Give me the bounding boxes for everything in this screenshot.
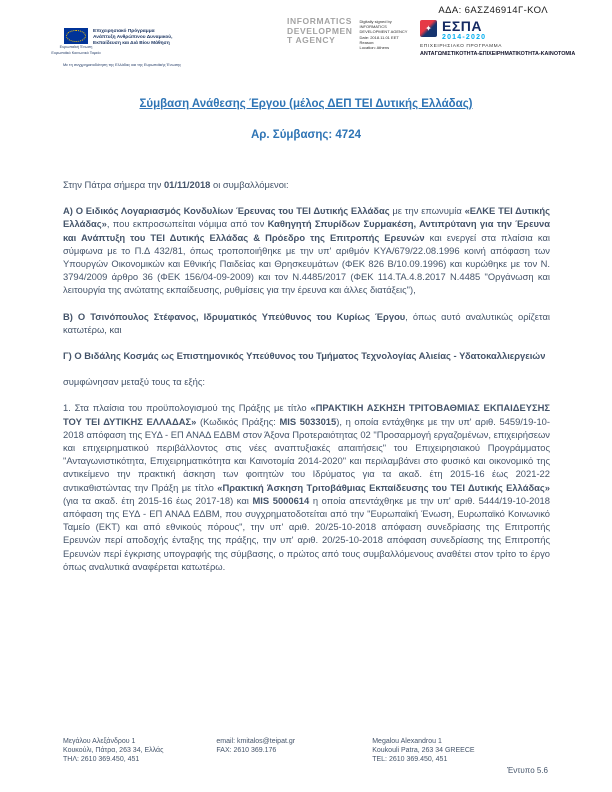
signature-agency-line: INFORMATICS — [287, 16, 352, 26]
signature-detail-line: Reason: — [359, 39, 375, 45]
eu-flag-subcaption: Ευρωπαϊκό Κοινωνικό Ταμείο — [51, 50, 101, 55]
document-title: Σύμβαση Ανάθεσης Έργου (μέλος ΔΕΠ ΤΕΙ Δυτικής Ελλάδας) — [139, 98, 473, 110]
footer-line: TEL: 2610 369.450, 451 — [372, 756, 448, 763]
text-run: ), η οποία εντάχθηκε με την υπ' αριθ. 5459/19-10-2018 απόφαση της ΕΥΔ - ΕΠ ΑΝΑΔ ΕΔΒΜ στον Άξονα Προτεραιότητας 02 "Προσαρμογή εργαζομένων, επιχειρήσεων και επιχειρηματικού περιβάλλοντος στις νέες αναπτυξιακές απαιτήσεις" του Επιχειρησιακού Προγράμματος "Ανταγωνιστικότητα, Επιχειρηματικότητα και Καινοτομία 2014-2020" και περιλαμβάνει στο φυσικό και οικονομικό της αντικείμενο την πρακτική άσκηση των φοιτητών του Ιδρύματος για τα ακαδ. έτη 2015-16 έως 2021-22 αντικαθιστώντας την Πράξη με τίτλο — [63, 415, 551, 493]
footer-line: Megalou Alexandrou 1 — [372, 738, 442, 745]
text-run: «ΕΛΚΕ ΤΕΙ Δυτικής Ελλάδας» — [63, 205, 550, 230]
paragraph — [63, 178, 550, 191]
ada-number: ΑΔΑ: 6ΑΣΖ46914Γ-ΚΟΛ — [438, 5, 548, 16]
text-run: 1. Στα πλαίσια του προϋπολογισμού της Πράξης με τίτλο — [63, 402, 311, 414]
footer-contact — [216, 737, 372, 764]
eu-program-logo — [51, 28, 238, 68]
paragraph — [63, 349, 550, 362]
paragraph — [63, 401, 550, 573]
program-title — [93, 28, 172, 46]
footer-fax: FAX: 2610 369.176 — [216, 747, 277, 754]
document-body — [63, 178, 550, 586]
signature-detail-line: DEVELOPMENT AGENCY — [359, 29, 408, 35]
footer-address-english — [372, 737, 550, 764]
digital-signature-stamp — [287, 17, 407, 50]
paragraph — [63, 204, 550, 296]
espa-emblem-icon — [420, 20, 437, 37]
signature-agency-line: T AGENCY — [287, 35, 336, 45]
footer-address-greek — [63, 737, 216, 764]
program-line: Εκπαίδευση και Διά Βίου Μάθηση — [93, 40, 170, 46]
text-run: «ΠΡΑΚΤΙΚΗ ΑΣΚΗΣΗ ΤΡΙΤΟΒΑΘΜΙΑΣ ΕΚΠΑΙΔΕΥΣΗΣ ΤΟΥ ΤΕΙ ΔΥΤΙΚΗΣ ΕΛΛΑΔΑΣ» — [63, 402, 550, 427]
footer-line: Koukouli Patra, 263 34 GREECE — [372, 747, 475, 754]
paragraph — [63, 375, 550, 388]
eu-flag-icon — [64, 28, 88, 44]
signature-details — [360, 17, 408, 50]
text-run: Β) Ο Τσινόπουλος Στέφανος, Ιδρυματικός Υπεύθυνος του Κυρίως Έργου — [63, 310, 406, 322]
text-run: (Κωδικός Πράξης: — [196, 415, 280, 427]
text-run: «Πρακτική Άσκηση Τριτοβάθμιας Εκπαίδευσης του ΤΕΙ Δυτικής Ελλάδας» — [217, 481, 550, 493]
footer-line: Μεγάλου Αλεξάνδρου 1 — [63, 738, 136, 745]
espa-period: 2014-2020 — [442, 34, 487, 41]
footer — [63, 737, 550, 764]
signature-detail-line: Date: 2018.11.01 EET — [359, 34, 399, 40]
text-run: και ενεργεί στα πλαίσια και σύμφωνα με το Π.Δ 432/81, όπως τροποποιήθηκε με την υπ' αριθμόν ΚΥΑ/679/22.08.1996 κοινή απόφαση των Υπουργών Οικονομικών και Εθνικής Παιδείας και Θρησκευμάτων (ΦΕΚ 826 Β/10.09.1996) και κυρώθηκε με τον Ν. 3794/2009 άρθρο 36 (ΦΕΚ 156/04-09-2009) και τον Ν.4485/2017 (ΦΕΚ 114.ΤΑ.4.8.2017 Ν.4485 "Οργάνωση και λειτουργία της ανώτατης εκπαίδευσης, ρυθμίσεις για την έρευνα και άλλες διατάξεις"), — [63, 231, 550, 296]
signature-agency-line: DEVELOPMEN — [287, 25, 353, 36]
text-run: συμφώνησαν μεταξύ τους τα εξής: — [63, 376, 205, 388]
text-run: με την επωνυμία — [389, 205, 465, 217]
espa-logo — [420, 20, 600, 57]
program-line: Επιχειρησιακό Πρόγραμμα — [93, 29, 155, 34]
signature-detail-line: INFORMATICS — [359, 24, 387, 30]
cofinance-note: Με τη συγχρηματοδότηση της Ελλάδας και της Ευρωπαϊκής Ένωσης — [63, 62, 182, 68]
program-line: Ανάπτυξη Ανθρώπινου Δυναμικού, — [93, 34, 173, 40]
signature-detail-line: Location: Athens — [359, 45, 390, 51]
paragraph — [63, 310, 550, 336]
footer-line: Κουκούλι, Πάτρα, 263 34, Ελλάς — [63, 747, 164, 754]
text-run: (για τα ακαδ. έτη 2015-16 έως 2017-18) και — [63, 494, 253, 506]
espa-programme-title: ΑΝΤΑΓΩΝΙΣΤΙΚΟΤΗΤΑ-ΕΠΙΧΕΙΡΗΜΑΤΙΚΟΤΗΤΑ-ΚΑΙΝΟΤΟΜΙΑ — [420, 51, 576, 57]
signature-agency-name — [287, 17, 353, 50]
eu-flag-caption: Ευρωπαϊκή Ένωση — [59, 45, 93, 49]
text-run: , όπως αυτό αναλυτικώς ορίζεται κατωτέρω, και — [63, 310, 550, 335]
text-run: Α) Ο Ειδικός Λογαριασμός Κονδυλίων Έρευνας του ΤΕΙ Δυτικής Ελλάδας — [63, 205, 390, 217]
text-run: MIS 5033015 — [279, 415, 337, 427]
text-run: , που εκπροσωπείται νόμιμα από τον — [106, 218, 268, 230]
espa-programme-label: ΕΠΙΧΕΙΡΗΣΙΑΚΟ ΠΡΟΓΡΑΜΜΑ — [420, 44, 503, 49]
text-run: Καθηγητή Σπυρίδων Συρμακέση, Αντιπρύτανη για την Έρευνα και Ανάπτυξη του ΤΕΙ Δυτικής Ελλάδας & Πρόεδρο της Επιτροπής Ερευνών — [63, 218, 550, 243]
text-run: MIS 5000614 — [252, 494, 310, 506]
contract-number: Αρ. Σύμβασης: 4724 — [250, 129, 361, 141]
signature-detail-line: Digitally signed by — [359, 19, 392, 24]
footer-line: ΤΗΛ: 2610 369.450, 451 — [63, 756, 140, 763]
text-run: 01/11/2018 — [163, 179, 211, 190]
text-run: Στην Πάτρα σήμερα την — [63, 179, 164, 190]
text-run: Γ) Ο Βιδάλης Κοσμάς ως Επιστημονικός Υπεύθυνος του Τμήματος Τεχνολογίας Αλιείας - Υδατοκαλλιεργειών — [63, 350, 546, 362]
espa-name: ΕΣΠΑ — [442, 18, 482, 34]
text-run: οι συμβαλλόμενοι: — [210, 179, 289, 190]
text-run: η οποία απεντάχθηκε με την υπ' αριθ. 5444/19-10-2018 απόφαση της ΕΥΔ - ΕΠ ΑΝΑΔ ΕΔΒΜ, που συγχρηματοδοτείται από την "Ευρωπαϊκή Ένωση, Ευρωπαϊκό Κοινωνικό Ταμείο (ΕΚΤ) και από εθνικούς πόρους", την υπ' αριθ. 20/25-10-2018 απόφαση συνεδρίασης της Επιτροπής Ερευνών περί αποδοχής ένταξης της πράξης, την υπ' αριθ. 20/25-10-2018 απόφαση συνεδρίασης της Επιτροπής Ερευνών περί έγκρισης υπογραφής της σύμβασης, ο πρώτος από τους συμβαλλόμενους αναθέτει στον τρίτο το έργο όπως αναλυτικά αναφέρεται κατωτέρω. — [63, 494, 550, 572]
form-number: Έντυπο 5.6 — [506, 766, 548, 775]
footer-email: email: kmitalos@teipat.gr — [216, 738, 296, 745]
